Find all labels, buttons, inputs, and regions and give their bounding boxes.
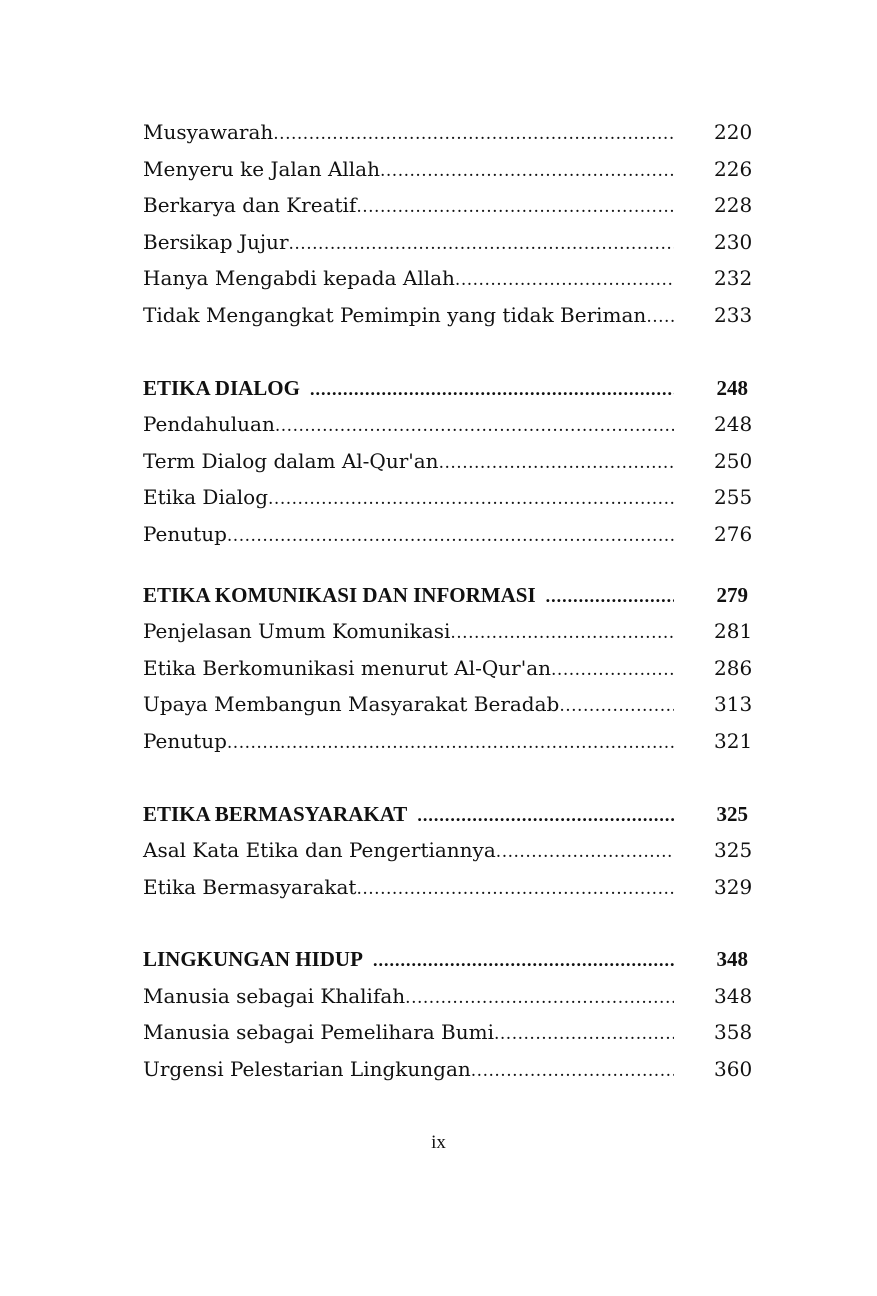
dot-leader — [450, 615, 674, 652]
toc-entry — [143, 516, 753, 553]
dot-leader — [275, 408, 674, 445]
toc-entry-page: 321 — [714, 728, 753, 753]
toc-entry-page: 281 — [714, 619, 753, 644]
dot-leader — [559, 688, 674, 725]
toc-entry-title: Pendahuluan — [143, 412, 275, 437]
table-of-contents — [143, 114, 753, 1088]
toc-entry-title: Hanya Mengabdi kepada Allah — [143, 266, 455, 291]
dot-leader — [227, 518, 674, 555]
toc-entry-title: Penjelasan Umum Komunikasi — [143, 619, 451, 644]
chapter-title: LINGKUNGAN HIDUP — [143, 947, 363, 972]
dot-leader — [380, 153, 674, 190]
dot-leader — [455, 262, 674, 299]
section-spacer — [143, 553, 748, 577]
section-spacer — [143, 334, 748, 370]
dot-leader — [551, 652, 674, 689]
toc-chapter-heading — [143, 577, 748, 614]
toc-entry-page: 230 — [714, 229, 753, 254]
chapter-page: 325 — [716, 801, 748, 826]
toc-entry — [143, 260, 753, 297]
toc-entry — [143, 479, 753, 516]
toc-entry-title: Tidak Mengangkat Pemimpin yang tidak Beriman — [143, 302, 647, 327]
toc-entry-title: Bersikap Jujur — [143, 229, 289, 254]
toc-entry — [143, 114, 753, 151]
toc-entry-title: Asal Kata Etika dan Pengertiannya — [143, 838, 496, 863]
dot-leader — [273, 116, 674, 153]
toc-entry-page: 228 — [714, 193, 753, 218]
toc-entry-page: 232 — [714, 266, 753, 291]
toc-chapter-heading — [143, 941, 748, 978]
chapter-title: ETIKA DIALOG — [143, 375, 300, 400]
toc-entry-page: 255 — [714, 485, 753, 510]
dot-leader — [373, 942, 674, 979]
toc-entry-page: 358 — [714, 1020, 753, 1045]
dot-leader — [494, 1016, 674, 1053]
chapter-page: 248 — [716, 375, 748, 400]
toc-entry — [143, 832, 753, 869]
dot-leader — [439, 445, 674, 482]
toc-entry-page: 360 — [714, 1057, 753, 1082]
toc-entry-page: 220 — [714, 120, 753, 144]
toc-entry — [143, 1051, 753, 1088]
toc-entry-title: Manusia sebagai Khalifah — [143, 983, 406, 1008]
toc-entry — [143, 869, 753, 906]
dot-leader — [546, 578, 674, 615]
chapter-title: ETIKA BERMASYARAKAT — [143, 801, 408, 826]
dot-leader — [227, 725, 674, 762]
toc-entry-title: Upaya Membangun Masyarakat Beradab — [143, 692, 560, 717]
toc-entry-title: Manusia sebagai Pemelihara Bumi — [143, 1020, 494, 1045]
toc-entry-title: Berkarya dan Kreatif — [143, 193, 357, 218]
section-spacer — [143, 905, 748, 941]
toc-entry-page: 286 — [714, 655, 753, 680]
page-number: ix — [431, 1132, 446, 1153]
toc-entry-title: Urgensi Pelestarian Lingkungan — [143, 1057, 471, 1082]
toc-entry-title: Term Dialog dalam Al-Qur'an — [143, 448, 439, 473]
dot-leader — [356, 189, 674, 226]
toc-chapter-heading — [143, 370, 748, 407]
toc-entry-page: 348 — [714, 983, 753, 1008]
toc-entry-title: Musyawarah — [143, 120, 274, 144]
toc-entry-title: Penutup — [143, 728, 227, 753]
toc-entry — [143, 1014, 753, 1051]
toc-entry-page: 313 — [714, 692, 753, 717]
toc-entry-page: 248 — [714, 412, 753, 437]
dot-leader — [289, 226, 675, 263]
chapter-page: 279 — [716, 582, 748, 607]
toc-entry-page: 325 — [714, 838, 753, 863]
dot-leader — [310, 371, 674, 408]
toc-entry-title: Menyeru ke Jalan Allah — [143, 156, 380, 181]
toc-entry-title: Penutup — [143, 521, 227, 546]
toc-chapter-heading — [143, 796, 748, 833]
toc-entry — [143, 723, 753, 760]
dot-leader — [417, 797, 674, 834]
toc-entry — [143, 406, 753, 443]
section-spacer — [143, 760, 748, 796]
toc-entry — [143, 613, 753, 650]
toc-entry-page: 276 — [714, 521, 753, 546]
toc-entry — [143, 650, 753, 687]
dot-leader — [471, 1053, 674, 1090]
toc-entry — [143, 187, 753, 224]
toc-entry — [143, 297, 753, 334]
toc-entry-title: Etika Bermasyarakat — [143, 874, 357, 899]
dot-leader — [646, 299, 674, 336]
dot-leader — [405, 980, 674, 1017]
toc-entry — [143, 151, 753, 188]
toc-entry-page: 226 — [714, 156, 753, 181]
toc-entry-page: 233 — [714, 302, 753, 327]
chapter-page: 348 — [716, 947, 748, 972]
toc-entry-title: Etika Dialog — [143, 485, 269, 510]
dot-leader — [496, 834, 674, 871]
dot-leader — [356, 871, 674, 908]
toc-entry — [143, 443, 753, 480]
dot-leader — [268, 481, 674, 518]
toc-entry-page: 329 — [714, 874, 753, 899]
toc-entry — [143, 978, 753, 1015]
chapter-title: ETIKA KOMUNIKASI DAN INFORMASI — [143, 582, 536, 607]
toc-entry-title: Etika Berkomunikasi menurut Al-Qur'an — [143, 655, 552, 680]
toc-entry — [143, 224, 753, 261]
toc-entry — [143, 686, 753, 723]
toc-entry-page: 250 — [714, 448, 753, 473]
